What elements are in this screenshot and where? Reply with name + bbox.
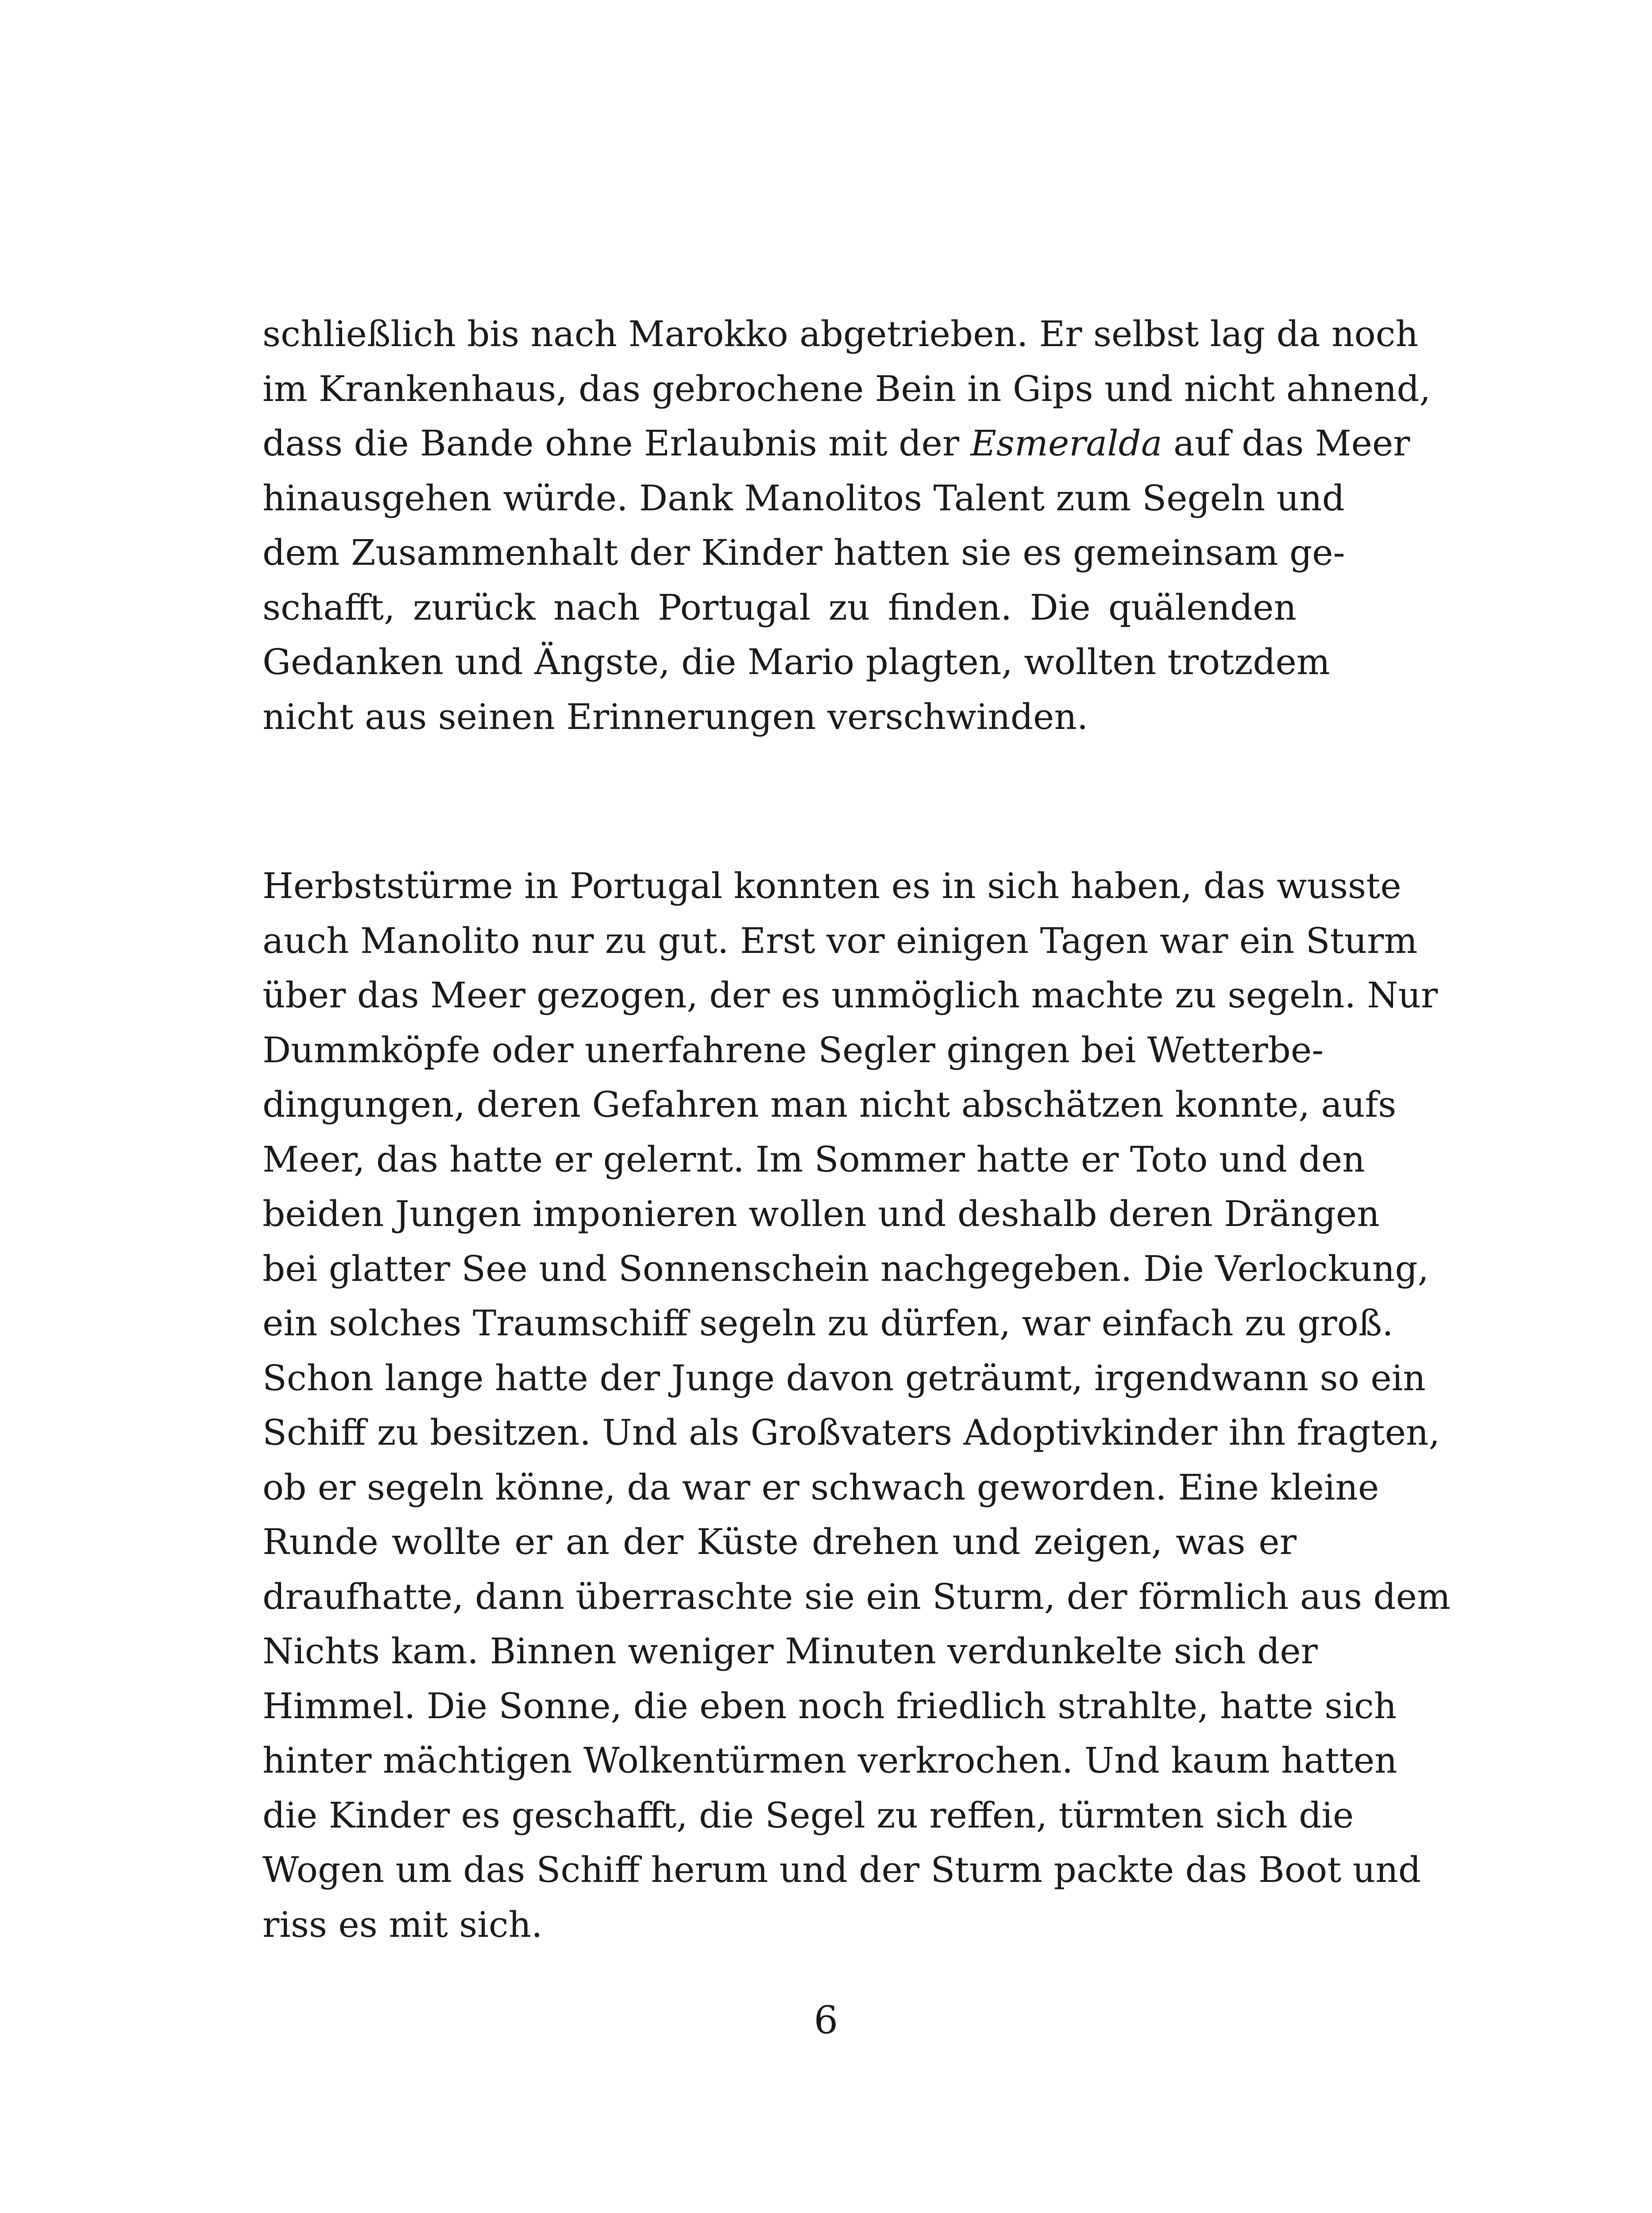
text-line xyxy=(262,1679,1397,1734)
text-run: Himmel. Die Sonne, die eben noch friedlich strahlte, hatte sich xyxy=(262,1685,1397,1727)
text-line xyxy=(262,362,1431,416)
text-run: Dummköpfe oder unerfahrene Segler gingen bei Wetterbe- xyxy=(262,1029,1324,1071)
text-line xyxy=(262,1296,1393,1351)
text-line xyxy=(262,690,1297,744)
text-run: dingungen, deren Gefahren man nicht abschätzen konnte, aufs xyxy=(262,1084,1397,1125)
text-run: auf das Meer xyxy=(1162,423,1410,464)
text-run: Gedanken und Ängste, die Mario plagten, wollten trotzdem xyxy=(262,641,1330,682)
text-run: beiden Jungen imponieren wollen und deshalb deren Drängen xyxy=(262,1193,1380,1234)
text-line xyxy=(262,1132,1365,1187)
text-line xyxy=(262,1187,1380,1241)
text-run: im Krankenhaus, das gebrochene Bein in Gips und nicht ahnend, xyxy=(262,368,1431,409)
text-run: hinter mächtigen Wolkentürmen verkrochen. Und kaum hatten xyxy=(262,1740,1397,1781)
text-line xyxy=(262,1460,1379,1515)
text-run: bei glatter See und Sonnenschein nachgegeben. Die Verlockung, xyxy=(262,1248,1429,1289)
text-line xyxy=(262,1405,1440,1460)
text-line xyxy=(262,525,1345,580)
text-line xyxy=(262,1733,1397,1788)
text-line xyxy=(262,1023,1324,1078)
text-line xyxy=(262,471,1345,526)
text-run: auch Manolito nur zu gut. Erst vor einigen Tagen war ein Sturm xyxy=(262,920,1418,961)
text-run: Schon lange hatte der Junge davon geträumt, irgendwann so ein xyxy=(262,1357,1426,1399)
text-run: draufhatte, dann überraschte sie ein Sturm, der förmlich aus dem xyxy=(262,1576,1451,1617)
text-line xyxy=(262,416,1410,471)
text-run: Meer, das hatte er gelernt. Im Sommer hatte er Toto und den xyxy=(262,1139,1365,1180)
text-run: schafft, zurück nach Portugal zu finden. Die quälenden xyxy=(262,587,1297,628)
text-run: dem Zusammenhalt der Kinder hatten sie es gemeinsam ge- xyxy=(262,532,1345,573)
text-line xyxy=(262,1788,1354,1843)
text-line xyxy=(262,1897,1297,1952)
italic-title: Esmeralda xyxy=(970,423,1162,464)
text-run: ein solches Traumschiff segeln zu dürfen, war einfach zu groß. xyxy=(262,1303,1393,1344)
text-run: Wogen um das Schiff herum und der Sturm packte das Boot und xyxy=(262,1849,1421,1890)
text-run: nicht aus seinen Erinnerungen verschwinden. xyxy=(262,696,1088,737)
text-line xyxy=(262,635,1330,690)
text-line xyxy=(262,968,1438,1023)
text-line xyxy=(262,1569,1451,1624)
text-line xyxy=(262,307,1418,362)
text-run: hinausgehen würde. Dank Manolitos Talent zum Segeln und xyxy=(262,478,1345,519)
text-run: über das Meer gezogen, der es unmöglich machte zu segeln. Nur xyxy=(262,975,1438,1016)
text-run: Schiff zu besitzen. Und als Großvaters Adoptivkinder ihn fragten, xyxy=(262,1412,1440,1453)
text-run: Herbststürme in Portugal konnten es in sich haben, das wusste xyxy=(262,865,1401,906)
text-line xyxy=(262,859,1401,914)
text-line xyxy=(262,1241,1429,1296)
text-run: ob er segeln könne, da war er schwach geworden. Eine kleine xyxy=(262,1467,1379,1508)
text-line xyxy=(262,580,1297,635)
text-run: Runde wollte er an der Küste drehen und zeigen, was er xyxy=(262,1521,1297,1562)
text-run: dass die Bande ohne Erlaubnis mit der xyxy=(262,423,971,464)
text-line xyxy=(262,1624,1318,1679)
text-line xyxy=(262,1351,1426,1406)
text-run: Nichts kam. Binnen weniger Minuten verdunkelte sich der xyxy=(262,1631,1318,1672)
text-run: die Kinder es geschafft, die Segel zu reffen, türmten sich die xyxy=(262,1795,1354,1836)
text-line xyxy=(262,1843,1421,1897)
page-number: 6 xyxy=(814,1998,838,2043)
text-line xyxy=(262,1515,1297,1569)
text-run: schließlich bis nach Marokko abgetrieben. Er selbst lag da noch xyxy=(262,313,1418,355)
text-line xyxy=(262,1077,1397,1132)
text-line xyxy=(262,914,1418,968)
text-run: riss es mit sich. xyxy=(262,1904,543,1945)
